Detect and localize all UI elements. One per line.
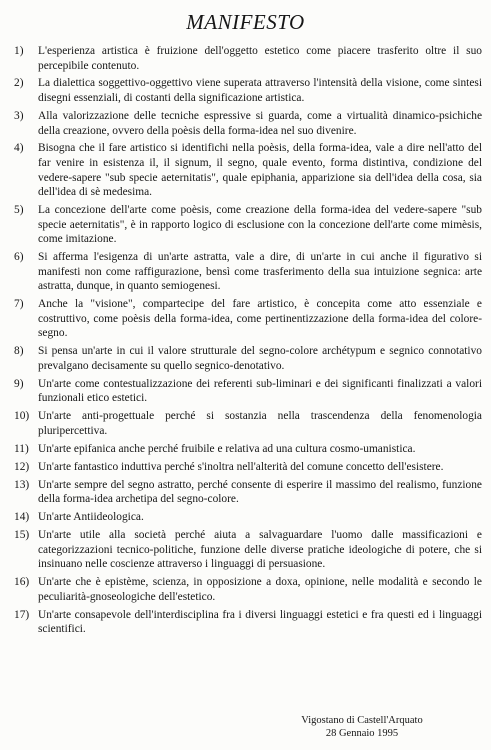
item-text: Alla valorizzazione delle tecniche espressive si guarda, come a virtualità dinamico-psichiche della creazione, ovvero della poèsis della forma-idea nel suo divenire. [38, 109, 482, 137]
signature-block [277, 714, 447, 740]
item-text: Un'arte fantastico induttiva perché s'inoltra nell'alterità del comune concetto dell'esistere. [38, 460, 444, 473]
manifesto-item [14, 510, 482, 525]
manifesto-item [14, 442, 482, 457]
item-number: 7) [14, 298, 24, 311]
item-text: Un'arte sempre del segno astratto, perché consente di esperire il massimo del realismo, funzione della forma-idea archetipa del segno-colore. [38, 478, 482, 506]
manifesto-item [14, 44, 482, 73]
item-text: L'esperienza artistica è fruizione dell'oggetto estetico come piacere trasferito oltre il suo percepibile contenuto. [38, 45, 482, 72]
manifesto-item [14, 460, 482, 475]
item-text: Si afferma l'esigenza di un'arte astratta, vale a dire, di un'arte in cui anche il figurativo si manifesti non come raffigurazione, bensì come trasferimento della sua intuizione segnica: arte astratta, dunque, in quanto semiogenesi. [38, 251, 482, 293]
item-number: 11) [14, 442, 29, 455]
item-text: La dialettica soggettivo-oggettivo viene superata attraverso l'intensità della visione, come sintesi disegni essenziali, di costanti della significazione artistica. [38, 77, 482, 105]
manifesto-item [14, 478, 482, 507]
manifesto-item [14, 344, 482, 373]
item-number: 13) [14, 478, 30, 491]
item-text: Un'arte consapevole dell'interdisciplina fra i diversi linguaggi estetici e fra questi ed i linguaggi scientifici. [38, 608, 482, 636]
item-number: 10) [14, 410, 30, 423]
item-text: Si pensa un'arte in cui il valore strutturale del segno-colore archétypum e segnico connotativo prevalgano decisamente su quello segnico-denotativo. [38, 345, 482, 372]
manifesto-item [14, 203, 482, 247]
item-number: 9) [14, 377, 24, 390]
manifesto-item [14, 141, 482, 199]
manifesto-item [14, 250, 482, 294]
item-number: 8) [14, 345, 24, 358]
item-number: 14) [14, 511, 30, 524]
manifesto-item [14, 297, 482, 341]
item-text: Un'arte Antiideologica. [38, 511, 144, 524]
item-text: Anche la "visione", compartecipe del fare artistico, è concepita come atto essenziale e costruttivo, come poèsis della forma-idea, come pertinentizzazione della forma-idea del colore-segno. [38, 298, 482, 340]
signature-place: Vigostano di Castell'Arquato [301, 715, 423, 726]
item-number: 4) [14, 142, 24, 155]
item-number: 12) [14, 460, 30, 473]
manifesto-item [14, 575, 482, 604]
manifesto-item [14, 608, 482, 637]
manifesto-list [14, 44, 482, 640]
item-text: Un'arte che è epistème, scienza, in opposizione a doxa, opinione, nelle modalità e secondo le peculiarità-gnoseologiche dell'estetico. [38, 576, 482, 603]
item-text: Un'arte epifanica anche perché fruibile e relativa ad una cultura cosmo-umanistica. [38, 442, 416, 455]
manifesto-item [14, 409, 482, 438]
item-number: 1) [14, 45, 24, 57]
item-number: 16) [14, 576, 30, 589]
signature-date: 28 Gennaio 1995 [325, 728, 399, 739]
page-title: MANIFESTO [186, 10, 305, 34]
manifesto-item [14, 528, 482, 572]
item-number: 3) [14, 109, 24, 122]
manifesto-item [14, 377, 482, 406]
item-text: Bisogna che il fare artistico si identifichi nella poèsis, della forma-idea, vale a dire nell'atto del far venire in esistenza il, il signum, il segno, quale evento, forma distintiva, condizione del vedere-sapere "sub specie aeternitatis", quale epiphania, apparizione sia dell'idea della cosa, sia dell'idea di sè medesima. [38, 142, 482, 199]
item-text: Un'arte utile alla società perché aiuta a salvaguardare l'uomo dalle massificazioni e categorizzazioni tecnico-politiche, funzione delle diverse pratiche ideologiche di potere, che si insinuano nelle coscienze attraverso i linguaggi di persuasione. [38, 528, 482, 571]
item-text: Un'arte anti-progettuale perché si sostanzia nella trascendenza della fenomenologia pluripercettiva. [38, 410, 482, 437]
item-number: 5) [14, 204, 24, 217]
item-number: 6) [14, 251, 24, 264]
item-number: 2) [14, 77, 24, 90]
item-number: 15) [14, 528, 30, 541]
item-text: Un'arte come contestualizzazione dei referenti sub-liminari e dei significanti finalizzati a valori funzionali etico estetici. [38, 377, 482, 405]
manifesto-item [14, 76, 482, 105]
manifesto-item [14, 109, 482, 138]
item-text: La concezione dell'arte come poèsis, come creazione della forma-idea del vedere-sapere "sub specie aeternitatis", è in rapporto logico di esclusione con la concezione dell'arte come mimèsis, come imitazione. [38, 204, 482, 246]
item-number: 17) [14, 608, 30, 621]
